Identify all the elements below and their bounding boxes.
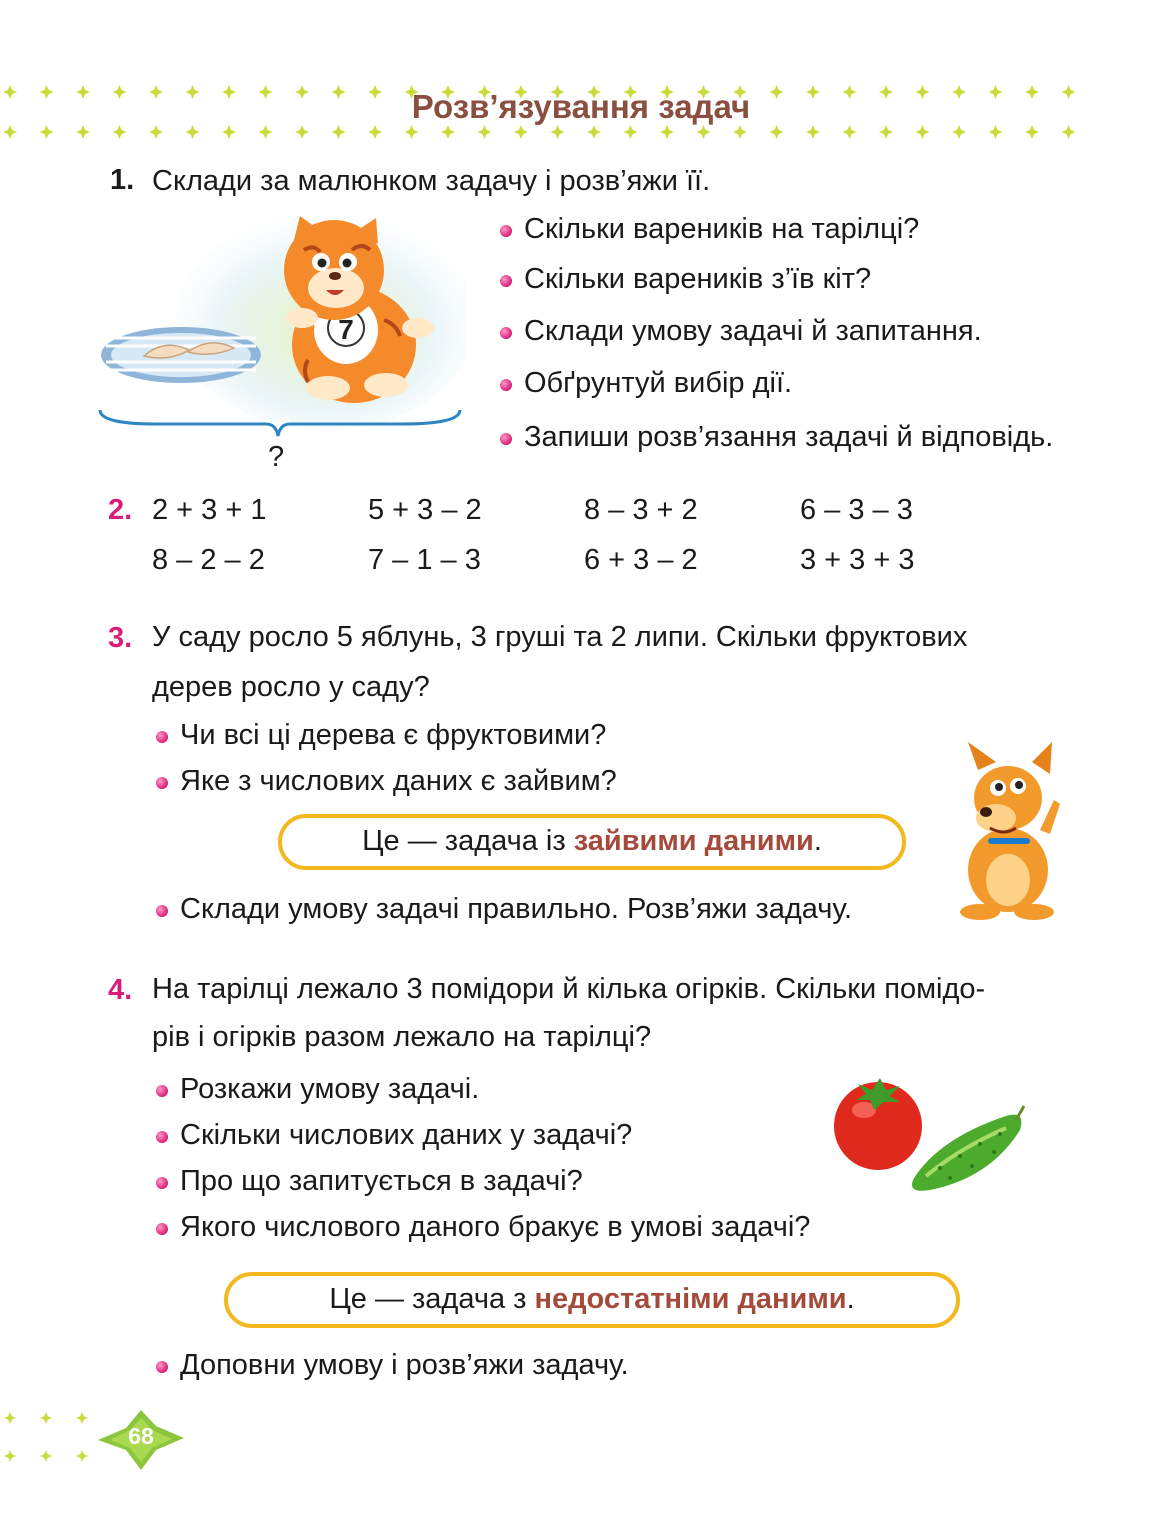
star-icon [76,1412,88,1424]
star-icon [624,125,638,139]
star-icon [332,125,346,139]
star-icon [1025,125,1039,139]
page-number: 68 [128,1423,154,1449]
star-icon [441,125,455,139]
cat-dumplings-illustration [96,210,466,470]
star-icon [368,125,382,139]
callout-text: . [813,825,822,857]
star-icon [295,125,309,139]
brace-label: ? [268,441,285,473]
cat-number-badge: 7 [338,314,354,345]
list-item: Яке з числових даних є зайвим? [180,765,617,797]
star-icon [587,125,601,139]
task-text: дерев росло у саду? [152,671,430,703]
tomato-cucumber-illustration [830,1068,1030,1198]
rule-callout [224,1272,960,1328]
callout-text: . [846,1283,855,1315]
task-number: 2. [108,494,133,526]
expression: 7 – 1 – 3 [368,544,481,576]
star-icon [40,1412,52,1424]
star-icon [770,125,784,139]
list-item: Якого числового даного бракує в умові задачі? [180,1211,811,1243]
list-item: Розкажи умову задачі. [180,1073,480,1105]
list-item: Склади умову задачі правильно. Розв’яжи задачу. [180,893,853,925]
star-icon [697,125,711,139]
callout-text: Це — задача із [362,825,574,857]
task-number: 1. [110,164,135,196]
star-icon [551,125,565,139]
expression: 6 + 3 – 2 [584,544,698,576]
task-instruction: Склади за малюнком задачу і розв’яжи її. [152,165,711,197]
task-text: У саду росло 5 яблунь, 3 груші та 2 липи. Скільки фруктових [152,621,968,653]
list-item: Скільки вареників з’їв кіт? [524,263,872,295]
task-text: На тарілці лежало 3 помідори й кілька огірків. Скільки помідо- [152,973,986,1005]
star-icon [3,125,17,139]
star-icon [843,125,857,139]
dog-icon [950,740,1068,920]
callout-highlight: недостатніми даними [534,1283,847,1315]
expression: 8 – 2 – 2 [152,544,265,576]
list-item: Скільки числових даних у задачі? [180,1119,633,1151]
star-icon [916,125,930,139]
expression: 2 + 3 + 1 [152,494,267,526]
list-item: Доповни умову і розв’яжи задачу. [180,1349,629,1381]
star-icon [222,125,236,139]
star-icon [478,125,492,139]
list-item: Чи всі ці дерева є фруктовими? [180,719,607,751]
page-title: Розв’язування задач [411,88,751,125]
expression: 6 – 3 – 3 [800,494,913,526]
expression: 3 + 3 + 3 [800,544,915,576]
decorative-stars-corner [0,1406,96,1476]
star-icon [40,1450,52,1462]
list-item: Запиши розв’язання задачі й відповідь. [524,421,1054,453]
star-icon [40,125,54,139]
star-icon [149,125,163,139]
star-icon [4,1412,16,1424]
star-icon [4,1450,16,1462]
tomato-icon [834,1078,922,1170]
callout-text: Це — задача з [329,1283,535,1315]
expression: 8 – 3 + 2 [584,494,698,526]
plate-icon [101,327,261,383]
list-item: Склади умову задачі й запитання. [524,315,982,347]
callout-highlight: зайвими даними [573,825,814,857]
star-icon [113,125,127,139]
cucumber-icon [912,1106,1024,1191]
task-number: 3. [108,622,133,654]
star-icon [76,125,90,139]
star-icon [259,125,273,139]
star-icon [733,125,747,139]
star-icon [806,125,820,139]
star-icon [186,125,200,139]
task-number: 4. [108,974,133,1006]
list-item: Про що запитується в задачі? [180,1165,583,1197]
star-icon [989,125,1003,139]
rule-callout [278,814,906,870]
star-icon [76,1450,88,1462]
task-text: рів і огірків разом лежало на тарілці? [152,1021,652,1053]
list-item: Обґрунтуй вибір дії. [524,367,793,399]
star-icon [952,125,966,139]
star-icon [1062,125,1076,139]
star-icon [405,125,419,139]
star-icon [879,125,893,139]
list-item: Скільки вареників на тарілці? [524,213,920,245]
expression: 5 + 3 – 2 [368,494,482,526]
star-icon [514,125,528,139]
star-icon [660,125,674,139]
